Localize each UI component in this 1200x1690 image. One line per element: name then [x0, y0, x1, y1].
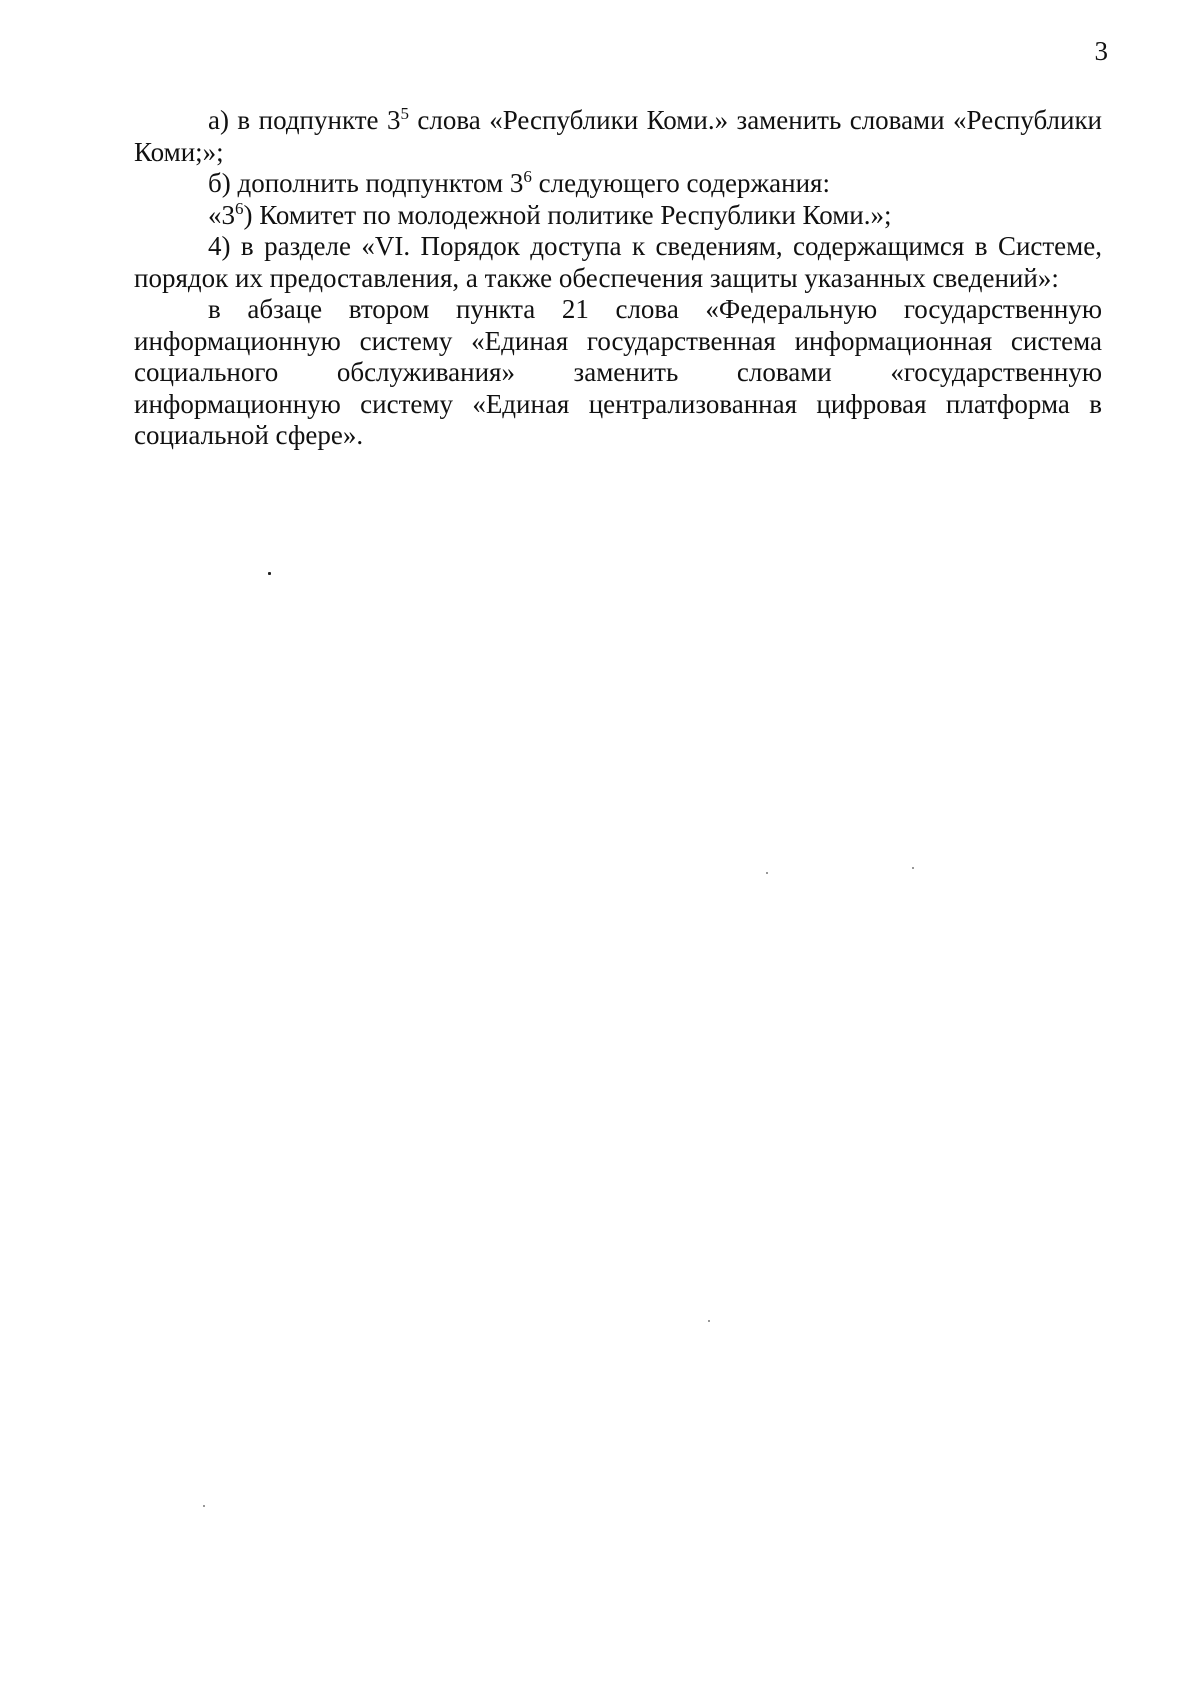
paragraph-item-4: 4) в разделе «VI. Порядок доступа к сведениям, содержащимся в Системе, порядок их предоставления, а также обеспечения защиты указанных сведений»: [134, 231, 1102, 293]
superscript-index: 5 [400, 104, 409, 123]
scan-speck [708, 1320, 710, 1322]
paragraph-text: слова «Республики Коми.» заменить словами «Республики Коми;»; [134, 105, 1103, 167]
scan-speck [203, 1505, 205, 1507]
paragraph-text: б) дополнить подпунктом 3 [208, 168, 524, 198]
paragraph-text: а) в подпункте 3 [208, 105, 401, 135]
paragraph-text: ) Комитет по молодежной политике Республики Коми.»; [243, 199, 892, 230]
superscript-index: 6 [523, 167, 532, 186]
document-body [134, 105, 1102, 452]
scan-speck [766, 872, 768, 874]
scan-speck [268, 572, 271, 575]
paragraph-item-4-detail: в абзаце втором пункта 21 слова «Федеральную государственную информационную систему «Единая государственная информационная система социального обслуживания» заменить словами «государственную информационную систему «Единая централизованная цифровая платформа в социальной сфере». [134, 294, 1102, 450]
page-number: 3 [1094, 36, 1108, 66]
paragraph-quoted-subitem [134, 200, 1102, 232]
paragraph-text: следующего содержания: [531, 168, 830, 198]
paragraph-amendment-a [134, 105, 1102, 168]
paragraph-text: «3 [208, 199, 235, 230]
superscript-index: 6 [235, 198, 244, 218]
paragraph-amendment-b [134, 168, 1102, 200]
scan-speck [912, 867, 914, 869]
